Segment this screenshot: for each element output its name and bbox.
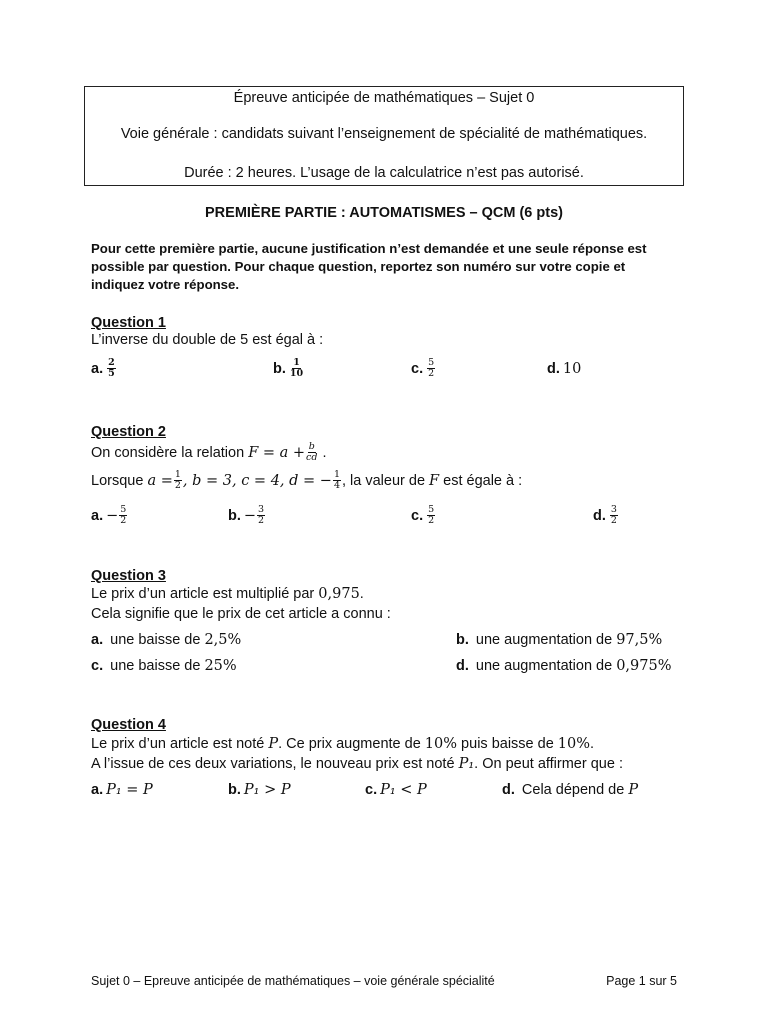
- question-2-title: Question 2: [91, 424, 166, 440]
- exam-duration: Durée : 2 heures. L’usage de la calculatrice n’est pas autorisé.: [184, 165, 584, 181]
- q4-l1-end: .: [590, 736, 595, 752]
- q1-option-b: [273, 358, 304, 379]
- option-text: Cela dépend de: [521, 782, 629, 798]
- numerator: 5: [428, 357, 435, 368]
- fraction: [107, 358, 116, 379]
- numerator: 5: [120, 504, 127, 515]
- q4-var-p: P: [268, 736, 279, 752]
- q3-option-c: [91, 658, 237, 674]
- denominator: 2: [120, 515, 127, 526]
- option-label: d.: [547, 361, 560, 377]
- exam-track: Voie générale : candidats suivant l’enseignement de spécialité de mathématiques.: [120, 126, 648, 142]
- q3-factor: 0,975: [318, 586, 360, 602]
- a-equals: a =: [147, 472, 173, 489]
- numerator: b: [308, 441, 315, 452]
- denominator: 2: [258, 515, 265, 526]
- question-2-values-line: [91, 470, 522, 491]
- q4-l1-text-a: Le prix d’un article est noté: [91, 736, 269, 752]
- denominator: 10: [289, 368, 304, 379]
- q4-var-p1: P₁: [458, 756, 475, 772]
- question-3-title: Question 3: [91, 568, 166, 584]
- section-title: PREMIÈRE PARTIE : AUTOMATISMES – QCM (6 pts): [205, 205, 563, 221]
- q3-option-a: [91, 632, 241, 648]
- option-expr: P₁ < P: [380, 782, 427, 798]
- numerator: 1: [293, 357, 300, 368]
- denominator: 4: [333, 480, 340, 491]
- option-label: d.: [456, 658, 469, 674]
- option-label: c.: [411, 507, 424, 524]
- footer-page-number: Page 1 sur 5: [606, 974, 677, 988]
- denominator: 2: [174, 480, 181, 491]
- fraction: [610, 505, 618, 526]
- numerator: 1: [174, 469, 181, 480]
- header-box: [84, 86, 684, 186]
- q4-percent-1: 10%: [424, 736, 458, 752]
- fraction: [290, 358, 303, 379]
- q4-l1-text-c: puis baisse de: [457, 736, 558, 752]
- option-label: b.: [228, 782, 241, 798]
- denominator: 2: [428, 515, 435, 526]
- option-text: une baisse de: [110, 632, 205, 648]
- question-4-line-1: [91, 736, 594, 752]
- option-value: 0,975%: [616, 658, 672, 674]
- question-3-line-2: Cela signifie que le prix de cet article a connu :: [91, 606, 391, 622]
- q4-option-c: [365, 782, 427, 798]
- option-text: une augmentation de: [475, 632, 617, 648]
- option-label: b.: [273, 360, 286, 377]
- option-value: 97,5%: [616, 632, 663, 648]
- a-fraction: [174, 470, 182, 491]
- q4-l2-text-a: A l’issue de ces deux variations, le nouveau prix est noté: [91, 756, 459, 772]
- instructions: Pour cette première partie, aucune justification n’est demandée et une seule réponse est possible par question. Pour chaque question, reportez son numéro sur votre copie et indiquez votre réponse.: [91, 241, 647, 292]
- q1-option-a: [91, 358, 117, 379]
- q4-option-b: [228, 782, 291, 798]
- question-1-text: L’inverse du double de 5 est égal à :: [91, 332, 324, 348]
- q4-percent-2: 10%: [557, 736, 591, 752]
- fraction: [427, 358, 435, 379]
- option-label: a.: [91, 782, 104, 798]
- option-label: a.: [91, 632, 104, 648]
- question-4-title: Question 4: [91, 717, 166, 733]
- lorsque-text: Lorsque: [91, 472, 144, 489]
- question-3-line-1: [91, 586, 364, 602]
- tail-text-2: est égale à :: [439, 472, 523, 489]
- minus-sign: −: [106, 507, 119, 524]
- q1-option-c: [411, 358, 436, 379]
- option-label: a.: [91, 360, 104, 377]
- tail-text-1: , la valeur de: [341, 472, 430, 489]
- bcd-values: , b = 3, c = 4, d = −: [182, 472, 332, 489]
- q2-option-a: [91, 505, 128, 526]
- option-value: 2,5%: [204, 632, 242, 648]
- q4-option-a: [91, 782, 153, 798]
- q4-l2-text-b: . On peut affirmer que :: [474, 756, 623, 772]
- q3-option-b: [456, 632, 662, 648]
- option-var: P: [628, 782, 639, 798]
- option-expr: P₁ = P: [106, 782, 153, 798]
- q4-l1-text-b: . Ce prix augmente de: [278, 736, 425, 752]
- denominator: cd: [306, 452, 318, 463]
- q3-option-d: [456, 658, 672, 674]
- denominator: 5: [108, 368, 115, 379]
- formula-lhs: F = a +: [248, 444, 306, 461]
- question-4-line-2: [91, 756, 623, 772]
- formula-fraction: [306, 442, 317, 463]
- option-text: une baisse de: [110, 658, 205, 674]
- tail-var: F: [429, 472, 440, 489]
- numerator: 2: [108, 357, 115, 368]
- q4-option-d: [502, 782, 638, 798]
- question-2-formula-line: On considère la relation F = a + $\frac{b}{cd}$ .: [91, 441, 327, 463]
- option-value: 10: [562, 361, 582, 377]
- option-label: c.: [411, 360, 424, 377]
- q2-option-b: [228, 505, 266, 526]
- option-value: 25%: [204, 658, 237, 674]
- option-expr: P₁ > P: [243, 782, 291, 798]
- q2-option-d: [593, 505, 619, 526]
- numerator: 3: [610, 504, 617, 515]
- minus-sign: −: [243, 507, 257, 524]
- q3-line1-end: .: [359, 586, 364, 602]
- question-2-intro: On considère la relation: [91, 444, 245, 461]
- option-label: b.: [456, 632, 469, 648]
- exam-title: Épreuve anticipée de mathématiques – Sujet 0: [233, 90, 535, 106]
- option-label: a.: [91, 507, 104, 524]
- denominator: 2: [428, 368, 435, 379]
- q3-line1-text: Le prix d’un article est multiplié par: [91, 586, 319, 602]
- footer-left: Sujet 0 – Epreuve anticipée de mathématiques – voie générale spécialité: [91, 974, 495, 988]
- question-1-title: Question 1: [91, 315, 166, 331]
- option-label: b.: [228, 507, 241, 524]
- denominator: 2: [610, 515, 617, 526]
- q2-option-c: [411, 505, 436, 526]
- option-label: c.: [91, 658, 104, 674]
- numerator: 3: [258, 504, 265, 515]
- q1-option-d: [547, 361, 581, 377]
- fraction: [119, 505, 127, 526]
- numerator: 1: [333, 469, 340, 480]
- option-text: une augmentation de: [475, 658, 617, 674]
- option-label: d.: [593, 507, 606, 524]
- numerator: 5: [428, 504, 435, 515]
- fraction: [427, 505, 435, 526]
- d-fraction: [333, 470, 341, 491]
- option-label: d.: [502, 782, 515, 798]
- option-label: c.: [365, 782, 378, 798]
- fraction: [257, 505, 265, 526]
